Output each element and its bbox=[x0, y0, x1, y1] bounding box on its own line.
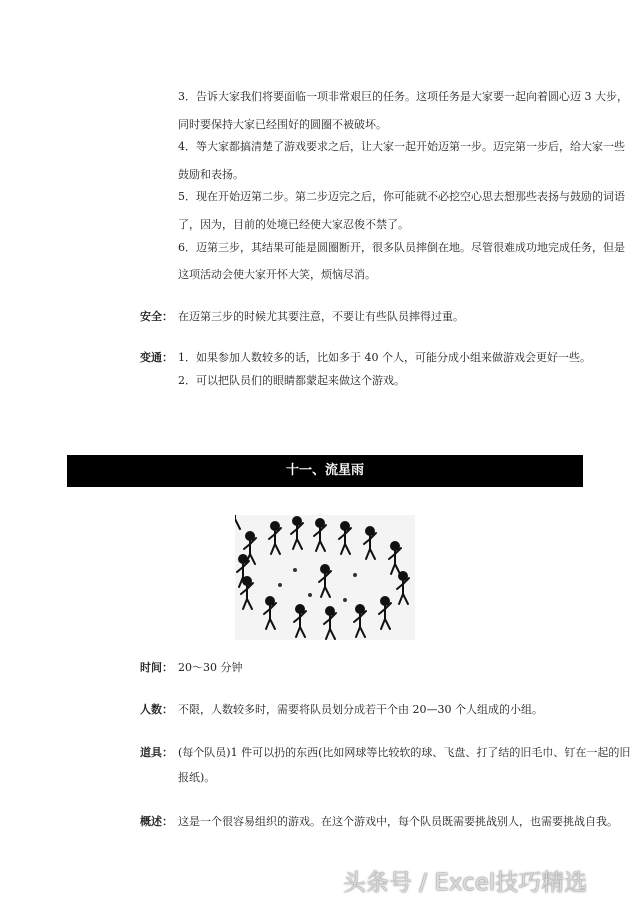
variation-item-1: 1．如果参加人数较多的话，比如多于 40 个人，可能分成小组来做游戏会更好一些。 bbox=[178, 351, 591, 364]
step-5-line-1: 5．现在开始迈第二步。第二步迈完之后，你可能就不必挖空心思去想那些表扬与鼓励的词语 bbox=[178, 190, 625, 203]
overview-label: 概述： bbox=[140, 815, 173, 828]
variation-item-2: 2．可以把队员们的眼睛都蒙起来做这个游戏。 bbox=[178, 374, 405, 387]
time-label: 时间： bbox=[140, 661, 173, 674]
props-line-2: 报纸)。 bbox=[178, 771, 216, 784]
variation-label: 变通： bbox=[140, 351, 173, 364]
watermark: 头条号 / Excel技巧精选 bbox=[343, 870, 588, 896]
people-text: 不限，人数较多时，需要将队员划分成若干个由 20—30 个人组成的小组。 bbox=[178, 703, 543, 716]
step-3-line-1: 3．告诉大家我们将要面临一项非常艰巨的任务。这项任务是大家要一起向着圆心迈 3 大步， bbox=[178, 90, 628, 103]
props-line-1: (每个队员)1 件可以扔的东西(比如网球等比较软的球、飞盘、打了结的旧毛巾、钉在一起的旧 bbox=[178, 746, 631, 759]
step-4-line-2: 鼓励和表扬。 bbox=[178, 168, 244, 181]
people-label: 人数： bbox=[140, 703, 173, 716]
section-title: 十一、流星雨 bbox=[285, 463, 364, 478]
step-6-line-2: 这项活动会使大家开怀大笑，烦恼尽消。 bbox=[178, 268, 376, 281]
step-4-line-1: 4．等大家都搞清楚了游戏要求之后，让大家一起开始迈第一步。迈完第一步后，给大家一些 bbox=[178, 140, 625, 153]
time-text: 20～30 分钟 bbox=[178, 661, 243, 674]
section-title-bar bbox=[67, 455, 583, 487]
safety-label: 安全： bbox=[140, 310, 173, 323]
step-3-line-2: 同时要保持大家已经围好的圆圈不被破坏。 bbox=[178, 118, 387, 131]
safety-text: 在迈第三步的时候尤其要注意，不要让有些队员摔得过重。 bbox=[178, 310, 464, 323]
step-6-line-1: 6．迈第三步，其结果可能是圆圈断开，很多队员摔倒在地。尽管很难成功地完成任务，但是 bbox=[178, 241, 625, 254]
props-label: 道具： bbox=[140, 746, 173, 759]
step-5-line-2: 了，因为，目前的处境已经使大家忍俊不禁了。 bbox=[178, 218, 409, 231]
meteor-shower-illustration bbox=[235, 515, 415, 640]
overview-text: 这是一个很容易组织的游戏。在这个游戏中，每个队员既需要挑战别人，也需要挑战自我。 bbox=[178, 815, 618, 828]
